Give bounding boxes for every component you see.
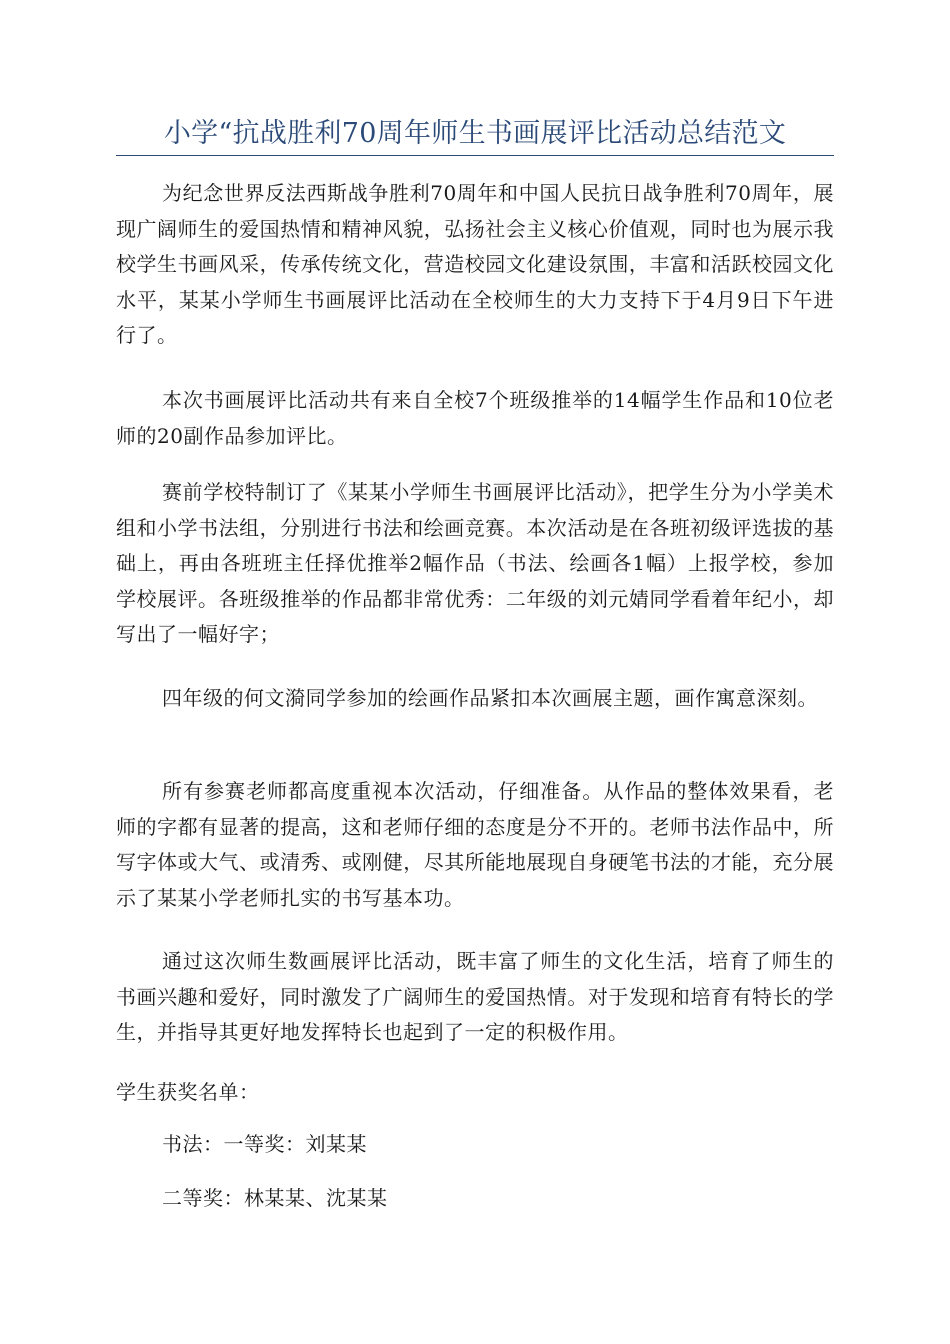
award-calligraphy-first: 书法：一等奖：刘某某 xyxy=(162,1132,367,1156)
paragraph-5: 所有参赛老师都高度重视本次活动，仔细准备。从作品的整体效果看，老师的字都有显著的提高，这和老师仔细的态度是分不开的。老师书法作品中，所写字体或大气、或清秀、或刚健，尽其所能地展现自身硬笔书法的才能，充分展示了某某小学老师扎实的书写基本功。 xyxy=(116,779,834,910)
document-title: 小学“抗战胜利70周年师生书画展评比活动总结范文 xyxy=(163,118,787,149)
paragraph-1: 为纪念世界反法西斯战争胜利70周年和中国人民抗日战争胜利70周年，展现广阔师生的爱国热情和精神风貌，弘扬社会主义核心价值观，同时也为展示我校学生书画风采，传承传统文化，营造校园文化建设氛围，丰富和活跃校园文化水平，某某小学师生书画展评比活动在全校师生的大力支持下于4月9日下午进行了。 xyxy=(116,181,834,347)
paragraph-6: 通过这次师生数画展评比活动，既丰富了师生的文化生活，培育了师生的书画兴趣和爱好，同时激发了广阔师生的爱国热情。对于发现和培育有特长的学生，并指导其更好地发挥特长也起到了一定的积极作用。 xyxy=(116,949,834,1044)
paragraph-2: 本次书画展评比活动共有来自全校7个班级推举的14幅学生作品和10位老师的20副作品参加评比。 xyxy=(116,388,834,448)
title-underline xyxy=(116,155,834,156)
paragraph-3: 赛前学校特制订了《某某小学师生书画展评比活动》，把学生分为小学美术组和小学书法组，分别进行书法和绘画竞赛。本次活动是在各班初级评选拔的基础上，再由各班班主任择优推举2幅作品（书法、绘画各1幅）上报学校，参加学校展评。各班级推举的作品都非常优秀：二年级的刘元婧同学看着年纪小，却写出了一幅好字； xyxy=(116,480,834,646)
award-calligraphy-second: 二等奖：林某某、沈某某 xyxy=(162,1186,388,1210)
paragraph-4: 四年级的何文漪同学参加的绘画作品紧扣本次画展主题，画作寓意深刻。 xyxy=(162,686,818,710)
awards-heading: 学生获奖名单： xyxy=(116,1080,260,1104)
